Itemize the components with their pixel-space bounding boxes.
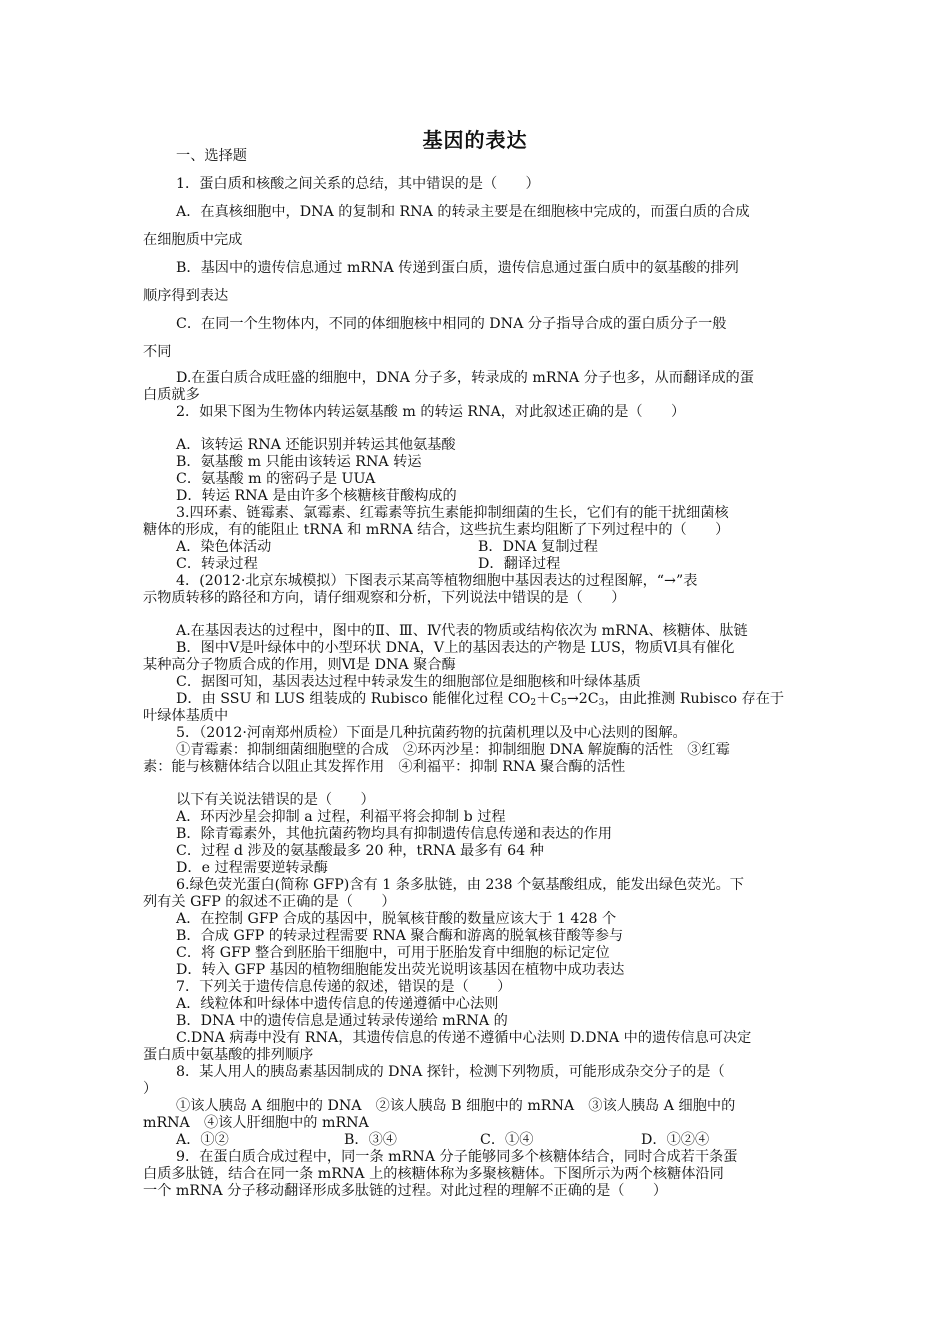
q8-stem-cont: ） xyxy=(143,1081,158,1097)
q1-option-a-cont: 在细胞质中完成 xyxy=(143,232,243,248)
q6-option-c: C．将 GFP 整合到胚胎干细胞中，可用于胚胎发育中细胞的标记定位 xyxy=(176,945,610,961)
q6-option-b: B．合成 GFP 的转录过程需要 RNA 聚合酶和游离的脱氧核苷酸等参与 xyxy=(176,928,624,944)
q2-stem: 2．如果下图为生物体内转运氨基酸 m 的转运 RNA，对此叙述正确的是（ ） xyxy=(176,404,686,420)
q5-option-a: A．环丙沙星会抑制 a 过程，利福平将会抑制 b 过程 xyxy=(176,809,506,825)
q1-stem: 1．蛋白质和核酸之间关系的总结，其中错误的是（ ） xyxy=(176,176,540,192)
q7-option-a: A．线粒体和叶绿体中遗传信息的传递遵循中心法则 xyxy=(176,996,499,1012)
q6-stem: 6.绿色荧光蛋白(简称 GFP)含有 1 条多肽链，由 238 个氨基酸组成，能发出绿色荧光。下 xyxy=(176,877,744,893)
q5-ask: 以下有关说法错误的是（ ） xyxy=(176,792,375,808)
q4-d-text-4: ，由此推测 Rubisco 存在于 xyxy=(604,691,785,707)
q9-stem: 9．在蛋白质合成过程中，同一条 mRNA 分子能够同多个核糖体结合，同时合成若干条蛋 xyxy=(176,1149,738,1165)
q6-stem-cont: 列有关 GFP 的叙述不正确的是（ ） xyxy=(143,894,396,910)
q4-option-d-cont: 叶绿体基质中 xyxy=(143,708,229,724)
q1-option-c-cont: 不同 xyxy=(143,344,172,360)
q8-option-c: C．①④ xyxy=(480,1132,534,1148)
q8-option-d: D．①②④ xyxy=(641,1132,710,1148)
page-title: 基因的表达 xyxy=(422,128,528,152)
q2-option-b: B．氨基酸 m 只能由该转运 RNA 转运 xyxy=(176,454,422,470)
q4-option-c: C．据图可知，基因表达过程中转录发生的细胞部位是细胞核和叶绿体基质 xyxy=(176,674,641,690)
q4-d-text-2: ＋C xyxy=(536,691,562,707)
section-heading: 一、选择题 xyxy=(176,148,247,164)
q9-stem-cont-2: 一个 mRNA 分子移动翻译形成多肽链的过程。对此过程的理解不正确的是（ ） xyxy=(143,1183,668,1199)
q3-option-a: A．染色体活动 xyxy=(176,539,272,555)
q6-option-d: D．转入 GFP 基因的植物细胞能发出荧光说明该基因在植物中成功表达 xyxy=(176,962,625,978)
q7-option-cd: C.DNA 病毒中没有 RNA，其遗传信息的传递不遵循中心法则 D.DNA 中的遗传信息可决定 xyxy=(176,1030,752,1046)
q7-stem: 7．下列关于遗传信息传递的叙述，错误的是（ ） xyxy=(176,979,512,995)
q5-option-b: B．除青霉素外，其他抗菌药物均具有抑制遗传信息传递和表达的作用 xyxy=(176,826,613,842)
q1-option-b-cont: 顺序得到表达 xyxy=(143,288,229,304)
q5-info-cont: 素：能与核糖体结合以阻止其发挥作用 ④利福平：抑制 RNA 聚合酶的活性 xyxy=(143,759,626,775)
q1-option-c: C．在同一个生物体内，不同的体细胞核中相同的 DNA 分子指导合成的蛋白质分子一般 xyxy=(176,316,727,332)
q5-info: ①青霉素：抑制细菌细胞壁的合成 ②环丙沙星：抑制细胞 DNA 解旋酶的活性 ③红霉 xyxy=(176,742,730,758)
q4-option-b: B．图中Ⅴ是叶绿体中的小型环状 DNA，Ⅴ上的基因表达的产物是 LUS，物质Ⅵ具有催化 xyxy=(176,640,735,656)
q8-option-b: B．③④ xyxy=(344,1132,397,1148)
q8-option-a: A．①② xyxy=(176,1132,229,1148)
q4-option-d xyxy=(176,690,784,708)
q3-option-c: C．转录过程 xyxy=(176,556,258,572)
q4-d-text-1: D．由 SSU 和 LUS 组装成的 Rubisco 能催化过程 CO xyxy=(176,691,531,707)
q2-option-d: D．转运 RNA 是由许多个核糖核苷酸构成的 xyxy=(176,488,457,504)
q1-option-d-cont: 白质就多 xyxy=(143,387,200,403)
q3-stem: 3.四环素、链霉素、氯霉素、红霉素等抗生素能抑制细菌的生长，它们有的能干扰细菌核 xyxy=(176,505,729,521)
q4-d-text-3: →2C xyxy=(566,691,599,707)
q4-stem: 4．(2012·北京东城模拟）下图表示某高等植物细胞中基因表达的过程图解，“→”表 xyxy=(176,573,698,589)
q9-stem-cont-1: 白质多肽链，结合在同一条 mRNA 上的核糖体称为多聚核糖体。下图所示为两个核糖体沿同 xyxy=(143,1166,724,1182)
q8-stem: 8．某人用人的胰岛素基因制成的 DNA 探针，检测下列物质，可能形成杂交分子的是（ xyxy=(176,1064,725,1080)
q1-option-b: B．基因中的遗传信息通过 mRNA 传递到蛋白质，遗传信息通过蛋白质中的氨基酸的排列 xyxy=(176,260,739,276)
q6-option-a: A．在控制 GFP 合成的基因中，脱氧核苷酸的数量应该大于 1 428 个 xyxy=(176,911,617,927)
q1-option-d: D.在蛋白质合成旺盛的细胞中，DNA 分子多，转录成的 mRNA 分子也多，从而翻译成的蛋 xyxy=(176,370,754,386)
q4-d-sub-5: 5 xyxy=(561,698,567,708)
q8-info-cont: mRNA ④该人肝细胞中的 mRNA xyxy=(143,1115,369,1131)
q7-option-b: B．DNA 中的遗传信息是通过转录传递给 mRNA 的 xyxy=(176,1013,508,1029)
q3-option-b: B．DNA 复制过程 xyxy=(478,539,598,555)
q7-option-cd-cont: 蛋白质中氨基酸的排列顺序 xyxy=(143,1047,314,1063)
q5-option-c: C．过程 d 涉及的氨基酸最多 20 种，tRNA 最多有 64 种 xyxy=(176,843,544,859)
q4-d-sub-3: 3 xyxy=(598,698,605,708)
q1-option-a: A．在真核细胞中，DNA 的复制和 RNA 的转录主要是在细胞核中完成的，而蛋白质的合成 xyxy=(176,204,750,220)
q4-option-b-cont: 某种高分子物质合成的作用，则Ⅵ是 DNA 聚合酶 xyxy=(143,657,456,673)
q4-d-sub-2: 2 xyxy=(530,698,537,708)
q5-option-d: D．e 过程需要逆转录酶 xyxy=(176,860,328,876)
q8-info: ①该人胰岛 A 细胞中的 DNA ②该人胰岛 B 细胞中的 mRNA ③该人胰岛 A 细胞中的 xyxy=(176,1098,736,1114)
q3-option-d: D．翻译过程 xyxy=(478,556,561,572)
q3-stem-cont: 糖体的形成，有的能阻止 tRNA 和 mRNA 结合，这些抗生素均阻断了下列过程中的（ ） xyxy=(143,522,730,538)
q2-option-c: C．氨基酸 m 的密码子是 UUA xyxy=(176,471,376,487)
q4-stem-cont: 示物质转移的路径和方向，请仔细观察和分析，下列说法中错误的是（ ） xyxy=(143,590,626,606)
q2-option-a: A．该转运 RNA 还能识别并转运其他氨基酸 xyxy=(176,437,456,453)
q5-stem: 5．（2012·河南郑州质检）下面是几种抗菌药物的抗菌机理以及中心法则的图解。 xyxy=(176,725,687,741)
q4-option-a: A.在基因表达的过程中，图中的Ⅱ、Ⅲ、Ⅳ代表的物质或结构依次为 mRNA、核糖体、肽链 xyxy=(176,623,748,639)
